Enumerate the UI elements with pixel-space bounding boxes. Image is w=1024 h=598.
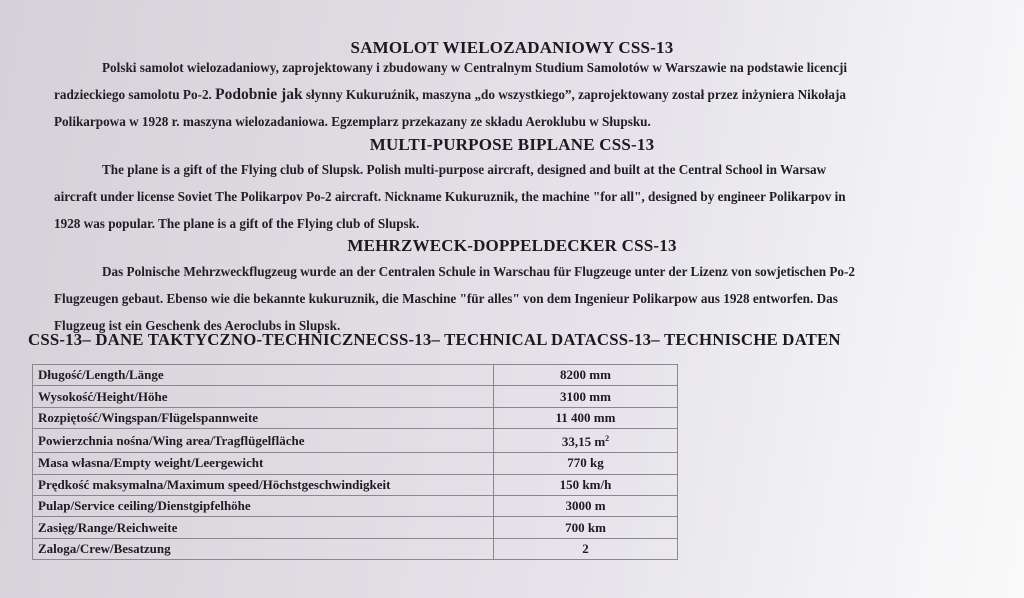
german-heading: MEHRZWECK-DOPPELDECKER CSS-13 xyxy=(347,236,677,255)
spec-value: 150 km/h xyxy=(494,474,678,495)
spec-value: 8200 mm xyxy=(494,365,678,386)
german-paragraph xyxy=(0,258,1024,339)
polish-paragraph xyxy=(0,54,1024,135)
spec-value: 11 400 mm xyxy=(494,407,678,428)
polish-line-2a: radzieckiego samolotu Po-2. xyxy=(54,87,212,102)
german-line-3: Flugzeug ist ein Geschenk des Aeroclubs in Slupsk. xyxy=(54,318,341,333)
spec-label: Pulap/Service ceiling/Dienstgipfelhöhe xyxy=(33,495,494,516)
polish-line-3: Polikarpowa w 1928 r. maszyna wielozadaniowa. Egzemplarz przekazany ze składu Aeroklubu w Słupsku. xyxy=(54,114,651,129)
table-row xyxy=(33,517,678,538)
spec-value: 770 kg xyxy=(494,453,678,474)
german-line-1: Das Polnische Mehrzweckflugzeug wurde an der Centralen Schule in Warschau für Flugzeuge unter der Lizenz von sowjetischen Po-2 xyxy=(102,264,855,279)
spec-label: Powierzchnia nośna/Wing area/Tragflügelfläche xyxy=(33,429,494,453)
spec-label: Długość/Length/Länge xyxy=(33,365,494,386)
spec-value xyxy=(494,429,678,453)
english-line-1: The plane is a gift of the Flying club of Slupsk. Polish multi-purpose aircraft, designed and built at the Central School in Warsaw xyxy=(102,162,827,177)
spec-value-text: 33,15 m xyxy=(561,434,606,450)
technical-data-table xyxy=(32,364,678,560)
table-row xyxy=(33,407,678,428)
spec-label: Wysokość/Height/Höhe xyxy=(33,386,494,407)
polish-line-2 xyxy=(0,81,1024,108)
spec-value: 700 km xyxy=(494,517,678,538)
table-row xyxy=(33,495,678,516)
table-row xyxy=(33,429,678,453)
table-row xyxy=(33,474,678,495)
table-row xyxy=(33,386,678,407)
technical-data-title: CSS-13– DANE TAKTYCZNO-TECHNICZNECSS-13– TECHNICAL DATACSS-13– TECHNISCHE DATEN xyxy=(28,330,841,349)
spec-value: 2 xyxy=(494,538,678,559)
spec-label: Rozpiętość/Wingspan/Flügelspannweite xyxy=(33,407,494,428)
table-row xyxy=(33,453,678,474)
english-paragraph xyxy=(0,156,1024,237)
german-line-2: Flugzeugen gebaut. Ebenso wie die bekannte kukuruznik, die Maschine "für alles" von dem Ingenieur Polikarpow aus 1928 entworfen. Das xyxy=(54,291,838,306)
polish-line-2b: Podobnie jak xyxy=(215,86,303,103)
table-row xyxy=(33,365,678,386)
superscript: 2 xyxy=(605,434,610,444)
spec-label: Prędkość maksymalna/Maximum speed/Höchstgeschwindigkeit xyxy=(33,474,494,495)
spec-label: Zaloga/Crew/Besatzung xyxy=(33,538,494,559)
english-line-3: 1928 was popular. The plane is a gift of the Flying club of Slupsk. xyxy=(54,216,420,231)
polish-line-1: Polski samolot wielozadaniowy, zaprojektowany i zbudowany w Centralnym Studium Samolotów w Warszawie na podstawie licencji xyxy=(102,60,848,75)
spec-value: 3000 m xyxy=(494,495,678,516)
spec-label: Zasięg/Range/Reichweite xyxy=(33,517,494,538)
spec-value: 3100 mm xyxy=(494,386,678,407)
polish-line-2c: słynny Kukuruźnik, maszyna „do wszystkiego”, zaprojektowany został przez inżyniera Nikołaja xyxy=(305,87,846,102)
table-row xyxy=(33,538,678,559)
english-heading: MULTI-PURPOSE BIPLANE CSS-13 xyxy=(369,135,655,154)
polish-heading: SAMOLOT WIELOZADANIOWY CSS-13 xyxy=(350,38,674,57)
spec-label: Masa własna/Empty weight/Leergewicht xyxy=(33,453,494,474)
english-line-2: aircraft under license Soviet The Polikarpov Po-2 aircraft. Nickname Kukuruznik, the machine "for all", designed by engineer Polikarpov in xyxy=(54,189,846,204)
